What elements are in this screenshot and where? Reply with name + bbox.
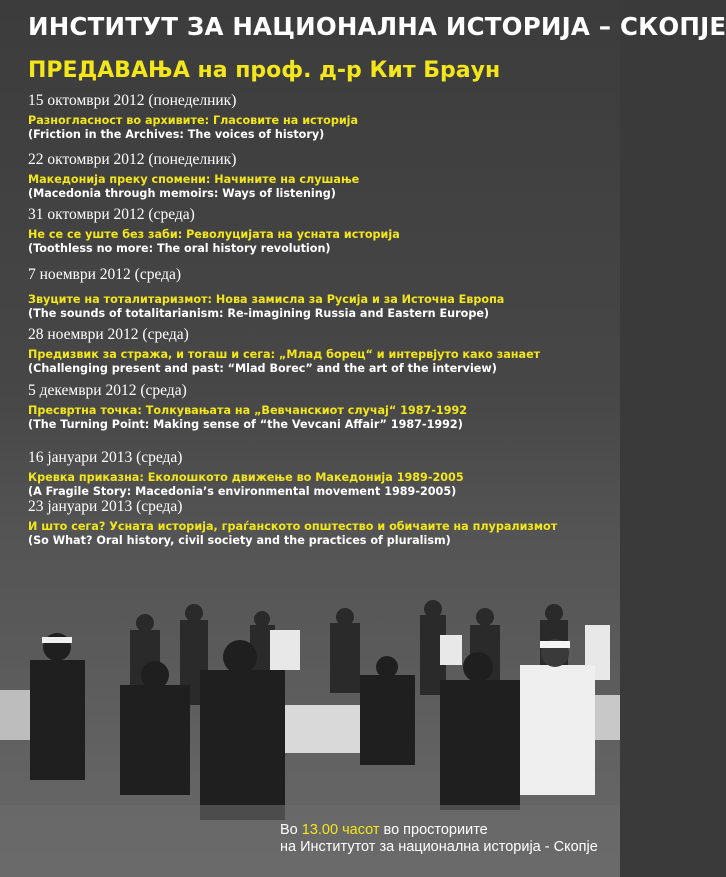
poster-title: ПРЕДАВАЊА на проф. д-р Кит Браун bbox=[28, 58, 501, 83]
lecture-item bbox=[28, 266, 608, 321]
lecture-item bbox=[28, 326, 608, 376]
lecture-title-en: (Toothless no more: The oral history revolution) bbox=[28, 242, 331, 255]
lecture-title-mk: Не се се уште без заби: Револуцијата на усната историја bbox=[28, 228, 400, 241]
lecture-date: 23 јануари 2013 (среда) bbox=[28, 498, 183, 515]
lecture-time: 13.00 часот bbox=[301, 822, 380, 838]
lecture-item bbox=[28, 151, 608, 201]
lecture-date: 22 октомври 2012 (понеделник) bbox=[28, 151, 237, 168]
lecture-title-en: (So What? Oral history, civil society and the practices of pluralism) bbox=[28, 534, 451, 547]
lecture-item bbox=[28, 92, 608, 142]
lecture-date: 15 октомври 2012 (понеделник) bbox=[28, 92, 237, 109]
lecture-title-en: (The Turning Point: Making sense of “the Vevcani Affair” 1987-1992) bbox=[28, 418, 463, 431]
lecture-title-mk: Кревка приказна: Еколошкото движење во Македонија 1989-2005 bbox=[28, 471, 464, 484]
lecture-title-mk: Разногласност во архивите: Гласовите на историја bbox=[28, 114, 359, 127]
venue-line-1 bbox=[280, 822, 610, 839]
lecture-item bbox=[28, 382, 608, 432]
lecture-date: 5 декември 2012 (среда) bbox=[28, 382, 187, 399]
lecture-date: 7 ноември 2012 (среда) bbox=[28, 266, 182, 283]
lecture-date: 28 ноември 2012 (среда) bbox=[28, 326, 189, 343]
lecture-item bbox=[28, 498, 608, 548]
lecture-date: 31 октомври 2012 (среда) bbox=[28, 206, 195, 223]
lecture-list bbox=[28, 92, 608, 547]
lecture-title-mk: Предизвик за стража, и тогаш и сега: „Млад борец“ и интервјуто како занает bbox=[28, 348, 541, 361]
lecture-title-en: (Challenging present and past: “Mlad Borec” and the art of the interview) bbox=[28, 362, 497, 375]
lecture-title-en: (A Fragile Story: Macedonia’s environmental movement 1989-2005) bbox=[28, 485, 457, 498]
lecture-title-mk: Македонија преку спомени: Начините на слушање bbox=[28, 173, 360, 186]
lecture-item bbox=[28, 206, 608, 256]
lecture-title-mk: И што сега? Усната историја, граѓанското општество и обичаите на плурализмот bbox=[28, 520, 558, 533]
venue-line-2: на Институтот за национална историја - Скопје bbox=[280, 839, 598, 855]
lecture-date: 16 јануари 2013 (среда) bbox=[28, 449, 183, 466]
institute-name: ИНСТИТУТ ЗА НАЦИОНАЛНА ИСТОРИЈА – СКОПЈЕ bbox=[28, 12, 726, 41]
lecture-title-mk: Звуците на тоталитаризмот: Нова замисла за Русија и за Источна Европа bbox=[28, 293, 505, 306]
venue-suffix: во просториите bbox=[379, 822, 488, 838]
lecture-title-mk: Пресвртна точка: Толкувањата на „Вевчанскиот случај“ 1987-1992 bbox=[28, 404, 468, 417]
venue-info bbox=[280, 822, 610, 856]
lecture-item bbox=[28, 449, 608, 499]
lecture-title-en: (The sounds of totalitarianism: Re-imagining Russia and Eastern Europe) bbox=[28, 307, 490, 320]
lecture-title-en: (Macedonia through memoirs: Ways of listening) bbox=[28, 187, 336, 200]
lecture-title-en: (Friction in the Archives: The voices of history) bbox=[28, 128, 325, 141]
venue-prefix: Во bbox=[280, 822, 302, 838]
